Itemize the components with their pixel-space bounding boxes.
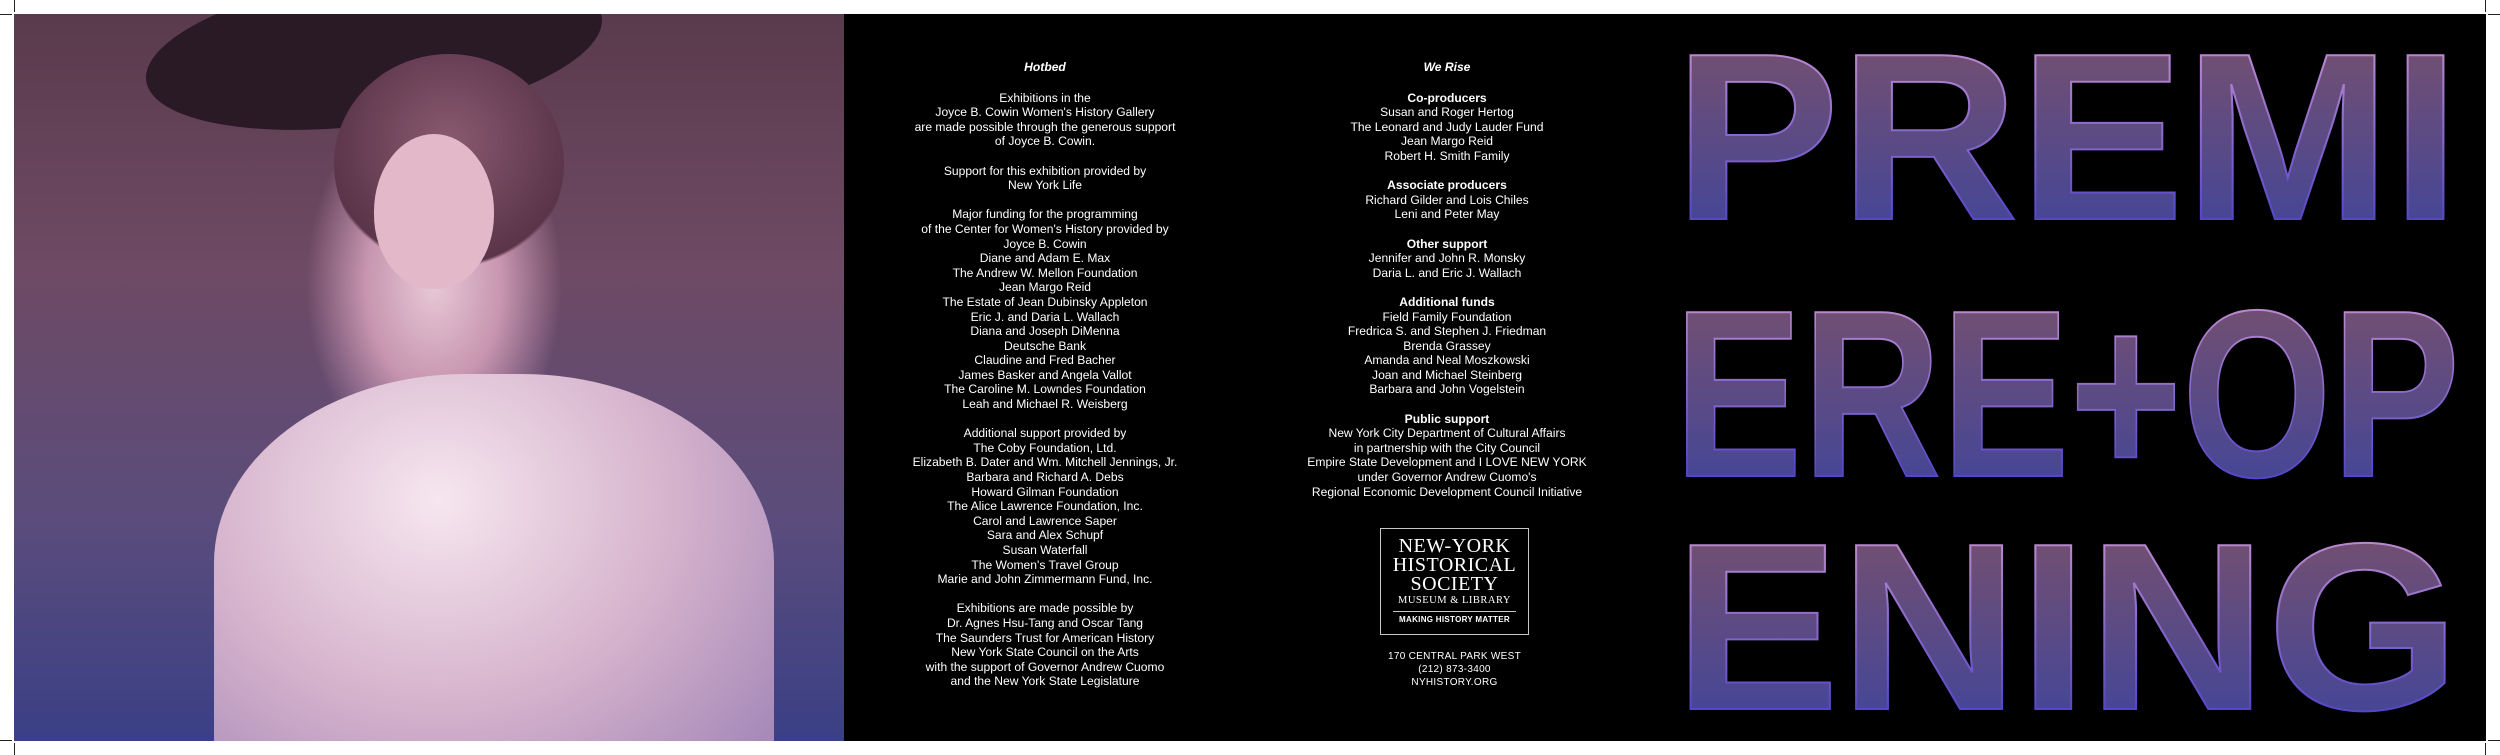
credit-line: The Estate of Jean Dubinsky Appleton bbox=[942, 294, 1148, 309]
title-row-2: ERE+OP bbox=[1674, 262, 2460, 527]
credit-line: Carol and Lawrence Saper bbox=[973, 513, 1117, 528]
credit-line: with the support of Governor Andrew Cuomo bbox=[925, 659, 1165, 674]
credit-line: Diane and Adam E. Max bbox=[979, 251, 1111, 266]
credit-line: Diana and Joseph DiMenna bbox=[970, 324, 1120, 339]
credit-lines bbox=[844, 91, 1246, 689]
logo-line: HISTORICAL bbox=[1392, 554, 1517, 576]
nyhs-logo bbox=[1380, 528, 1529, 635]
line-gap bbox=[844, 412, 1246, 427]
credit-line: Barbara and Richard A. Debs bbox=[966, 470, 1124, 485]
portrait-face bbox=[374, 134, 494, 289]
logo-line: NEW-YORK bbox=[1398, 535, 1511, 557]
credits-column-hotbed bbox=[844, 60, 1246, 689]
title-graphic bbox=[1649, 14, 2486, 741]
credit-line: Empire State Development and I LOVE NEW YORK bbox=[1307, 455, 1587, 470]
line-gap bbox=[844, 587, 1246, 602]
crop-mark bbox=[14, 743, 15, 755]
crop-mark bbox=[2488, 740, 2500, 741]
credit-line: Joyce B. Cowin Women's History Gallery bbox=[935, 105, 1155, 120]
credit-line: The Caroline M. Lowndes Foundation bbox=[944, 382, 1146, 397]
credit-line: Claudine and Fred Bacher bbox=[974, 353, 1116, 368]
line-gap bbox=[1246, 222, 1648, 237]
address-web: NYHISTORY.ORG bbox=[1411, 677, 1498, 688]
credit-line: Leni and Peter May bbox=[1394, 207, 1500, 222]
credits-column-we-rise bbox=[1246, 60, 1648, 499]
section-heading: Public support bbox=[1404, 411, 1490, 426]
credit-line: Brenda Grassey bbox=[1403, 338, 1491, 353]
credit-line: The Coby Foundation, Ltd. bbox=[973, 440, 1117, 455]
title-row-3: ENING bbox=[1674, 495, 2460, 741]
section-heading: Associate producers bbox=[1387, 178, 1507, 193]
credit-line: Eric J. and Daria L. Wallach bbox=[970, 309, 1120, 324]
credit-line: in partnership with the City Council bbox=[1353, 440, 1541, 455]
credit-line: Leah and Michael R. Weisberg bbox=[962, 397, 1128, 412]
credit-line: Susan Waterfall bbox=[1002, 543, 1088, 557]
crop-mark bbox=[2485, 743, 2486, 755]
crop-mark bbox=[2485, 0, 2486, 12]
line-gap bbox=[1246, 164, 1648, 179]
credit-line: Amanda and Neal Moszkowski bbox=[1364, 353, 1530, 368]
address-block bbox=[1380, 650, 1529, 689]
credit-line: are made possible through the generous support bbox=[914, 119, 1176, 134]
address-street: 170 CENTRAL PARK WEST bbox=[1388, 651, 1521, 662]
credit-line: Dr. Agnes Hsu-Tang and Oscar Tang bbox=[946, 615, 1144, 630]
crop-mark bbox=[0, 740, 12, 741]
credit-line: Daria L. and Eric J. Wallach bbox=[1372, 265, 1522, 280]
credit-line: Deutsche Bank bbox=[1003, 338, 1087, 353]
credit-line: New York Life bbox=[1008, 178, 1082, 193]
logo-divider bbox=[1393, 611, 1516, 612]
credits-panel bbox=[844, 14, 1649, 741]
credit-line: and the New York State Legislature bbox=[950, 674, 1140, 689]
credit-line: Howard Gilman Foundation bbox=[971, 484, 1119, 499]
credit-line: Major funding for the programming bbox=[952, 207, 1138, 222]
credit-line: Additional support provided by bbox=[963, 426, 1127, 441]
credit-line: Jean Margo Reid bbox=[998, 280, 1092, 295]
line-gap bbox=[844, 149, 1246, 164]
credit-line: Barbara and John Vogelstein bbox=[1369, 382, 1525, 397]
credit-sections bbox=[1246, 91, 1648, 500]
credit-line: of Joyce B. Cowin. bbox=[994, 134, 1096, 149]
credit-line: Exhibitions are made possible by bbox=[956, 601, 1134, 616]
crop-mark bbox=[2488, 14, 2500, 15]
credit-line: Exhibitions in the bbox=[999, 90, 1091, 105]
credit-line: Joyce B. Cowin bbox=[1003, 236, 1087, 251]
credit-line: The Andrew W. Mellon Foundation bbox=[952, 265, 1138, 280]
section-heading: Other support bbox=[1406, 236, 1488, 251]
credit-line: Support for this exhibition provided by bbox=[943, 163, 1147, 178]
line-gap bbox=[844, 193, 1246, 208]
credit-line: Richard Gilder and Lois Chiles bbox=[1365, 192, 1529, 207]
credit-line: The Leonard and Judy Lauder Fund bbox=[1350, 119, 1544, 134]
credit-line: New York City Department of Cultural Affairs bbox=[1328, 426, 1566, 441]
credit-line: under Governor Andrew Cuomo's bbox=[1357, 470, 1537, 485]
credit-line: Joan and Michael Steinberg bbox=[1372, 367, 1522, 382]
line-gap bbox=[1246, 280, 1648, 295]
crop-mark bbox=[14, 0, 15, 12]
credit-line: Field Family Foundation bbox=[1382, 309, 1512, 324]
credit-line: Robert H. Smith Family bbox=[1384, 148, 1510, 163]
credit-line: The Alice Lawrence Foundation, Inc. bbox=[947, 499, 1143, 514]
credit-line: Fredrica S. and Stephen J. Friedman bbox=[1347, 324, 1547, 339]
credit-line: Regional Economic Development Council Initiative bbox=[1311, 484, 1583, 499]
credit-line: Jennifer and John R. Monsky bbox=[1368, 251, 1526, 266]
credit-line: Susan and Roger Hertog bbox=[1380, 105, 1514, 120]
logo-line: MUSEUM & LIBRARY bbox=[1397, 595, 1511, 606]
credit-line: James Basker and Angela Vallot bbox=[958, 367, 1132, 382]
credit-line: Jean Margo Reid bbox=[1400, 134, 1494, 149]
line-gap bbox=[1246, 397, 1648, 412]
credit-line: of the Center for Women's History provided by bbox=[921, 221, 1169, 236]
crop-mark bbox=[0, 14, 12, 15]
portrait-dress bbox=[214, 374, 774, 741]
logo-line: SOCIETY bbox=[1410, 573, 1499, 595]
column-title: Hotbed bbox=[1024, 60, 1066, 74]
credit-line: The Saunders Trust for American History bbox=[935, 630, 1155, 645]
credit-line: New York State Council on the Arts bbox=[951, 645, 1139, 660]
credit-line: Sara and Alex Schupf bbox=[986, 528, 1104, 543]
title-row-1: PREMI bbox=[1674, 14, 2460, 270]
title-panel bbox=[1649, 14, 2486, 741]
logo-tagline: MAKING HISTORY MATTER bbox=[1399, 615, 1510, 624]
section-heading: Co-producers bbox=[1407, 90, 1487, 105]
portrait-photo bbox=[14, 14, 844, 741]
address-phone: (212) 873-3400 bbox=[1418, 664, 1491, 675]
credit-line: The Women's Travel Group bbox=[971, 557, 1119, 572]
credit-line: Marie and John Zimmermann Fund, Inc. bbox=[937, 572, 1153, 587]
credit-line: Elizabeth B. Dater and Wm. Mitchell Jennings, Jr. bbox=[912, 455, 1178, 470]
column-title: We Rise bbox=[1423, 60, 1471, 74]
section-heading: Additional funds bbox=[1399, 294, 1495, 309]
